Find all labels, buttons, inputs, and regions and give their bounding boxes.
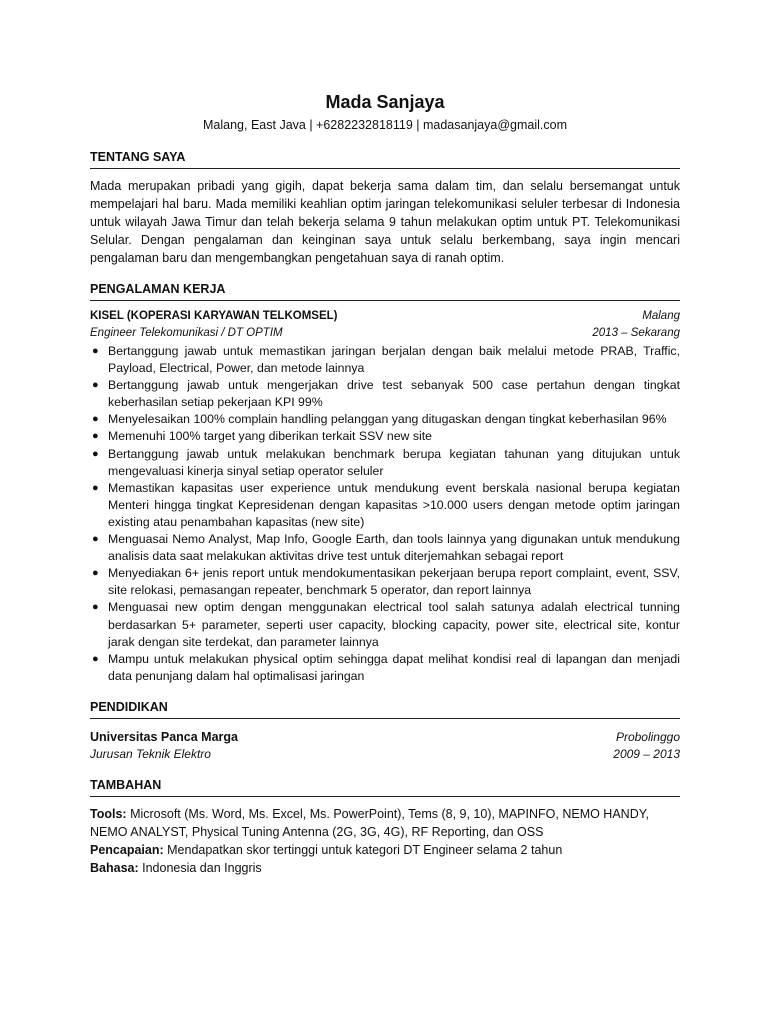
list-item [90,531,680,565]
list-item [90,446,680,480]
responsibility-text: Menguasai Nemo Analyst, Map Info, Google Earth, dan tools lainnya yang digunakan untuk mendukung analisis data saat melakukan aktivitas drive test untuk diterjemahkan sebagai report [108,532,680,564]
section-title-experience: PENGALAMAN KERJA [90,281,680,301]
major: Jurusan Teknik Elektro [90,746,211,761]
list-item [90,411,680,428]
education-period: 2009 – 2013 [613,746,680,761]
responsibility-text: Bertanggung jawab untuk melakukan benchmark berupa kegiatan tahunan yang ditujukan untuk mengevaluasi kinerja sinyal setiap operator seluler [108,446,680,478]
bullet-icon: ● [92,413,99,426]
bullet-icon: ● [92,652,99,665]
company-name: KISEL (KOPERASI KARYAWAN TELKOMSEL) [90,310,338,322]
job-location: Malang [642,310,680,322]
list-item [90,565,680,599]
job-role: Engineer Telekomunikasi / DT OPTIM [90,327,283,339]
job-period: 2013 – Sekarang [592,327,680,339]
list-item [90,428,680,445]
language-line [90,859,680,877]
education-header-row [90,729,680,746]
section-title-additional: TAMBAHAN [90,777,680,797]
list-item [90,377,680,411]
bullet-icon: ● [92,447,99,460]
tools-text: Microsoft (Ms. Word, Ms. Excel, Ms. PowerPoint), Tems (8, 9, 10), MAPINFO, NEMO HANDY, NEMO ANALYST, Physical Tuning Antenna (2G, 3G, 4G), RF Reporting, dan OSS [90,806,649,839]
achievement-line [90,841,680,859]
responsibility-text: Memenuhi 100% target yang diberikan terkait SSV new site [108,429,432,444]
job-role-row [90,325,680,342]
education-detail-row [90,746,680,763]
responsibility-text: Menyediakan 6+ jenis report untuk mendokumentasikan pekerjaan berupa report complaint, event, SSV, site relokasi, pemasangan repeater, benchmark 5 operator, dan report lainnya [108,566,680,598]
responsibility-text: Menyelesaikan 100% complain handling pelanggan yang ditugaskan dengan tingkat keberhasilan 96% [108,412,667,427]
job-responsibilities-list [90,343,680,685]
tools-label: Tools: [90,806,127,821]
responsibility-text: Bertanggung jawab untuk mengerjakan drive test sebanyak 500 case pertahun dengan tingkat keberhasilan setiap pekerjaan KPI 99% [108,378,680,410]
school-name: Universitas Panca Marga [90,729,238,744]
bullet-icon: ● [92,481,99,494]
section-title-about: TENTANG SAYA [90,149,680,169]
resume-page [90,90,680,877]
responsibility-text: Memastikan kapasitas user experience untuk mendukung event berskala nasional berupa kegiatan Menteri hingga tingkat Kepresidenan dengan kapasitas >10.000 users dengan metode optim jaringan existing atau penambahan kapasitas (new site) [108,480,680,529]
section-title-education: PENDIDIKAN [90,699,680,719]
contact-info: Malang, East Java | +6282232818119 | madasanjaya@gmail.com [203,118,567,132]
list-item [90,343,680,377]
language-text: Indonesia dan Inggris [142,860,262,875]
bullet-icon: ● [92,601,99,614]
bullet-icon: ● [92,533,99,546]
bullet-icon: ● [92,567,99,580]
about-paragraph: Mada merupakan pribadi yang gigih, dapat bekerja sama dalam tim, dan selalu bersemangat untuk mempelajari hal baru. Mada memiliki keahlian optim jaringan telekomunikasi seluler terbesar di Indonesia untuk wilayah Jawa Timur dan telah bekerja selama 9 tahun melakukan optim untuk PT. Telekomunikasi Selular. Dengan pengalaman dan keinginan saya untuk selalu berkembang, saya ingin mencari pengalaman baru dan mengembangkan pengetahuan saya di ranah optim. [90,179,680,265]
achievement-label: Pencapaian: [90,842,164,857]
responsibility-text: Menguasai new optim dengan menggunakan electrical tool salah satunya adalah electrical tunning berdasarkan 5+ parameter, seperti user capacity, blocking capacity, power site, electrical site, kontur jarak dengan site terdekat, dan parameter lainnya [108,600,680,649]
list-item [90,599,680,650]
responsibility-text: Mampu untuk melakukan physical optim sehingga dapat melihat kondisi real di lapangan dan menjadi data penunjang dalam hal optimalisasi jaringan [108,651,680,683]
candidate-name: Mada Sanjaya [325,92,445,112]
school-location: Probolinggo [615,729,680,744]
resume-header [90,90,680,134]
achievement-text: Mendapatkan skor tertinggi untuk kategori DT Engineer selama 2 tahun [167,842,563,857]
tools-line [90,805,680,841]
list-item [90,651,680,685]
bullet-icon: ● [92,379,99,392]
list-item [90,480,680,531]
job-header-row [90,308,680,325]
responsibility-text: Bertanggung jawab untuk memastikan jaringan berjalan dengan baik melalui metode PRAB, Traffic, Payload, Electrical, Power, dan metode lainnya [108,344,680,376]
bullet-icon: ● [92,430,99,443]
bullet-icon: ● [92,345,99,357]
additional-info [90,805,680,877]
language-label: Bahasa: [90,860,139,875]
